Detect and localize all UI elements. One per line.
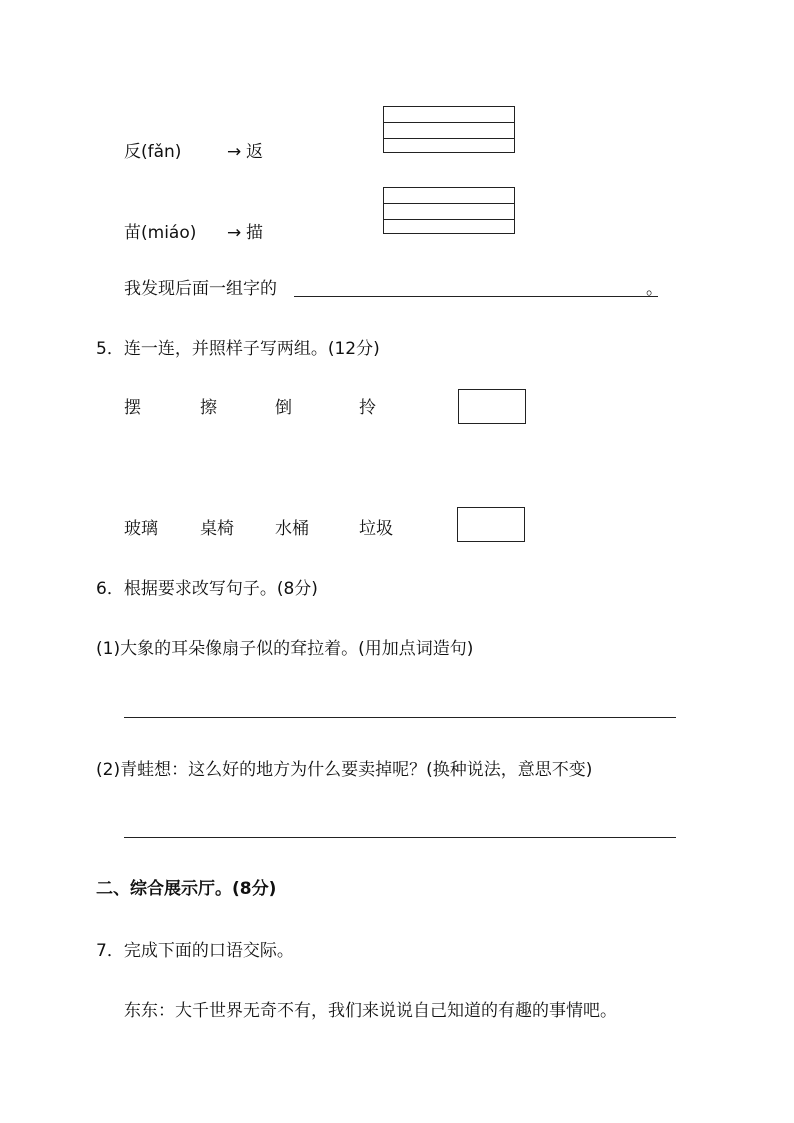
arrow-icon: →	[227, 142, 242, 162]
q5-word: 玻璃	[124, 519, 158, 539]
q5-word: 擦	[200, 398, 217, 418]
q5-title: 5．连一连，并照样子写两组。(12分)	[96, 339, 380, 359]
q6-title: 6．根据要求改写句子。(8分)	[96, 579, 318, 599]
pinyin-char-fan: 反(fǎn)	[124, 142, 182, 162]
pinyin-char-miao: 苗(miáo)	[124, 223, 197, 243]
q5-answer-box-2[interactable]	[457, 507, 525, 542]
result-char-miao: 描	[246, 223, 263, 243]
q6-answer-line-1[interactable]	[124, 717, 676, 718]
writing-grid-2[interactable]	[383, 187, 515, 234]
arrow-icon: →	[227, 223, 242, 243]
q6-answer-line-2[interactable]	[124, 837, 676, 838]
section2-title: 二、综合展示厅。(8分)	[96, 879, 277, 899]
q6-sub1: (1)大象的耳朵像扇子似的耷拉着。(用加点词造句)	[96, 639, 474, 659]
q5-word: 水桶	[275, 519, 309, 539]
q5-word: 桌椅	[200, 519, 234, 539]
discovery-answer-line[interactable]	[294, 296, 658, 297]
q7-title: 7．完成下面的口语交际。	[96, 941, 294, 961]
discovery-prompt: 我发现后面一组字的	[124, 279, 277, 299]
q5-answer-box-1[interactable]	[458, 389, 526, 424]
q6-sub2: (2)青蛙想：这么好的地方为什么要卖掉呢？(换种说法，意思不变)	[96, 760, 593, 780]
result-char-fan: 返	[246, 142, 263, 162]
q5-word: 拎	[359, 398, 376, 418]
q7-dialogue: 东东：大千世界无奇不有，我们来说说自己知道的有趣的事情吧。	[124, 1001, 617, 1021]
writing-grid-1[interactable]	[383, 106, 515, 153]
q5-word: 倒	[275, 398, 292, 418]
q5-word: 摆	[124, 398, 141, 418]
q5-word: 垃圾	[359, 519, 393, 539]
discovery-end-mark: 。	[646, 279, 663, 299]
